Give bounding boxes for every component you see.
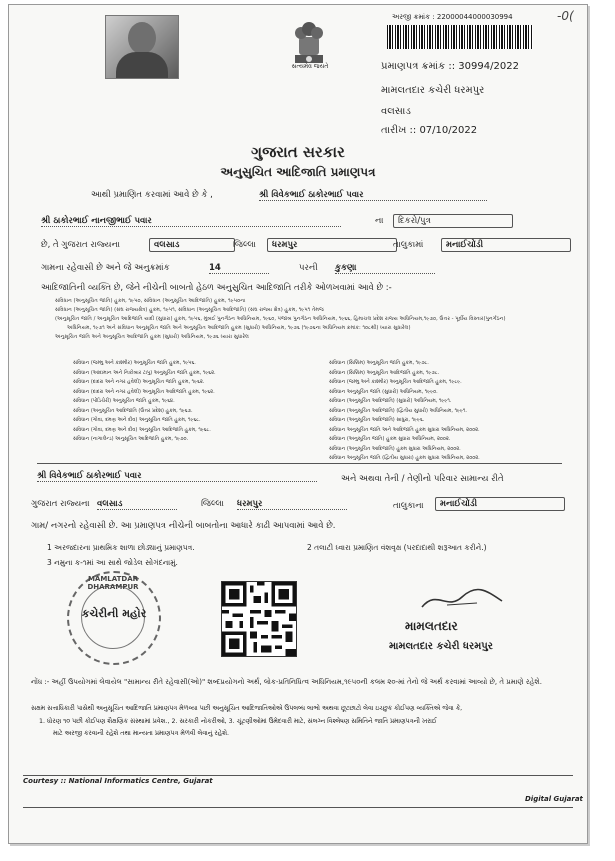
- order-item: સંવિધાન (દાદરા અને નગર હવેલી) અનુસૂચિત આદિજાતિ હુકમ, ૧૯૬૨.: [73, 388, 215, 395]
- usage-line-2: માટે અરજી કરવાની રહેશે તથા માન્યતા પ્રમાણપત્ર મેળવી લેવાનું રહેશે.: [53, 730, 229, 737]
- order-item: સંવિધાન (અનુસૂચિત આદિજાતિ) હુકમ સુધારા અધિનિયમ, ૨૦૦૨.: [329, 445, 461, 452]
- order-item: સંવિધાન (સિક્કિમ) અનુસૂચિત જાતિ હુકમ, ૧૯૭૮.: [329, 360, 429, 366]
- legal-line: અધિનિયમ, ૧૯૭૧ અને સંવિધાન અનુસૂચિત જાતિ અને અનુસૂચિત આદિજાતિ હુકમ (સુધારો) અધિનિયમ, ૧૯૭૬ (૧૯૭૬ના અધિનિયમ ક્રમાંક: ૧૦૮થી) ધ્યારા સુધારેલ): [67, 325, 411, 331]
- footer-bottom-divider: [23, 807, 573, 808]
- barcode: [387, 25, 533, 49]
- order-item: સંવિધાન (નાગાલેન્ડ) અનુસૂચિત આદિજાતિ હુકમ, ૧૯૭૦.: [73, 436, 189, 442]
- certificate-page: [8, 4, 588, 844]
- basis-item: 3 નમુના ક-૧માં આ સાથે જોડેલ સોગંદનામું.: [47, 558, 178, 567]
- relation: દિકરો/પુત્ર: [393, 214, 513, 228]
- issue-date-row: [381, 125, 477, 136]
- signature-icon: [417, 587, 507, 613]
- signatory-title: મામલતદાર: [405, 619, 458, 633]
- order-item: સંવિધાન (અનુસૂચિત આદિજાતિ) (દ્વિતીય સુધારો) અધિનિયમ, ૧૯૯૧.: [329, 407, 468, 414]
- taluka-label: તાલુકામાં: [393, 240, 424, 250]
- legal-line: અનુસૂચિત જાતિ અને અનુસૂચિત આદિજાતિ હુકમ (સુધારો) અધિનિયમ, ૧૯૭૬ ધ્યારા સુધારેલ: [55, 334, 249, 340]
- basis-item: 2 તલાટી ધ્વારા પ્રમાણિત વંશવૃક્ષ (પરદાદાથી શરૂઆત કરીને.): [307, 543, 487, 552]
- tribe-sentence: આદિજાતિની વ્યક્તિ છે, જેને નીચેની બાબતો હેઠળ અનુસુચિત આદિજાતિ તરીકે ઓળખવામાં આવે છે :-: [41, 283, 392, 293]
- seal-center-text: કચેરીની મહોર: [81, 607, 147, 620]
- qr-code-icon: [221, 581, 297, 657]
- order-item: સંવિધાન (સિક્કિમ) અનુસૂચિત આદિજાતિ હુકમ, ૧૯૭૮.: [329, 369, 440, 376]
- legal-line: સંવિધાન (અનુસૂચિત જાતિ) હુકમ, ૧૯૫૦, સંવિધાન (અનુસૂચિત આદિજાતિ) હુકમ, ૧૯૫૦ના: [55, 298, 246, 304]
- government-title: ગુજરાત સરકાર: [251, 143, 345, 161]
- applicant-photo: [105, 15, 179, 79]
- order-item: સંવિધાન (ગોવા, દમણ અને દીવ) અનુસૂચિત જાતિ હુકમ, ૧૯૬૮.: [73, 417, 201, 423]
- issuing-district: વલસાડ: [381, 106, 411, 117]
- resident-line: ગામ/ નગરનો રહેવાસી છે. આ પ્રમાણપત્ર નીચેની બાબતોના આધારે કાઢી આપવામાં આવે છે.: [31, 521, 336, 531]
- usage-intro: સક્ષમ સત્તાધિકારી પાસેથી અનુસૂચિત આદિજાતિ પ્રમાણપત્ર મેળવ્યા પછી અનુસૂચિત આદિજાતિઓએ ઉપલબ્ધ લાભો અથવા છૂટછાટો લેવા ઇચ્છુક કોઈપણ વ્યક્તિએ જેવા કે,: [31, 705, 463, 712]
- father-name: શ્રી ઠાકોરભાઈ નાનજીભાઈ પવાર: [41, 216, 341, 227]
- digital-gujarat-text: Digital Gujarat: [525, 795, 583, 803]
- family-jilla-label: જિલ્લા: [201, 499, 224, 509]
- district-value: વલસાડ: [149, 238, 235, 252]
- family-district: વલસાડ: [97, 499, 177, 510]
- certificate-number-label: પ્રમાણપત્ર ક્રમાંક: [381, 61, 446, 72]
- signatory-office: મામલતદાર કચેરી ધરમપુર: [389, 641, 493, 652]
- family-member-name: શ્રી વિવેકભાઈ ઠાકોરભાઈ પવાર: [37, 471, 317, 482]
- order-item: સંવિધાન અનુસૂચિત જાતિ (સુધારો) અધિનિયમ, ૧૯૯૦.: [329, 388, 438, 395]
- relation-label: ના: [375, 216, 384, 226]
- basis-item: 1 અરજદારના પ્રાથમિક શાળા છોડ્યાનું પ્રમાણપત્ર.: [47, 543, 195, 552]
- order-item: સંવિધાન (અનુસૂચિત જાતિ) હુકમ સુધારા અધિનિયમ, ૨૦૦૨.: [329, 436, 451, 442]
- village-value: મનાઈચોંડી: [441, 238, 571, 252]
- family-village: મનાઈચોંડી: [435, 497, 565, 511]
- parni-label: પરની: [299, 263, 318, 273]
- usage-line-1: 1. ધોરણ ૧૦ પછી કોઈપણ શૈક્ષણિક સંસ્થામાં પ્રવેશ., 2. સરકારી નોકરીઓ, 3. ચૂંટણીઓમાં ઉમેદવારી માટે, સંલગ્ન વિશ્લેષણ સમિતિને જાતિ પ્રમાણપત્રની ખરાઈ: [39, 718, 437, 725]
- family-taluka-label: તાલુકાના: [393, 501, 424, 511]
- order-item: સંવિધાન (અનુસૂચિત આદિજાતિ) (સુધારો) અધિનિયમ, ૧૯૯૧.: [329, 398, 452, 404]
- tribe-name: કુકણા: [335, 263, 435, 274]
- order-item: સંવિધાન (ગોવા, દમણ અને દીવ) અનુસૂચિત આદિજાતિ હુકમ, ૧૯૬૮.: [73, 426, 211, 433]
- note: નોંધ :- અહીં ઉપયોગમાં લેવાયેલ "સામાન્ય રીતે રહેવાસી(ઓ)" શબ્દપ્રયોગનો અર્થ, લોક-પ્રતિનિધિત્વ અધિનિયમ,૧૯૫૦ની કલમ ૨૦-માં તેનો જે અર્થ કરવામાં આવ્યો છે, તે પ્રમાણે રહેશે.: [31, 678, 542, 686]
- state-prefix: છે, તે ગુજરાત રાજ્યના: [41, 240, 120, 250]
- legal-line: સંવિધાન (અનુસૂચિત જાતિ) (સંઘ રાજ્યક્ષેત્ર) હુકમ, ૧૯૫૧, સંવિધાન (અનુસૂચિત આદિજાતિ) (સંઘ રાજ્ય ક્ષેત્ર) હુકમ, ૧૯૫૧ તેમજ: [55, 307, 324, 313]
- certificate-number-row: [381, 61, 519, 72]
- serial-number: 14: [209, 263, 269, 274]
- order-item: સંવિધાન (પોંડિચેરી) અનુસૂચિત જાતિ હુકમ, ૧૯૬૪.: [73, 398, 175, 404]
- order-item: સંવિધાન (અનુસૂચિત આદિજાતિ) સાધુરા, ૧૯૯૬.: [329, 417, 425, 423]
- orders-right-list: [329, 359, 565, 464]
- certify-intro: આથી પ્રમાણિત કરવામાં આવે છે કે ,: [91, 190, 213, 200]
- jilla-label: જિલ્લા: [233, 240, 256, 250]
- certificate-title: અનુસુચિત આદિજાતિ પ્રમાણપત્ર: [220, 165, 376, 179]
- footer-divider: [23, 775, 573, 776]
- order-item: સંવિધાન (અનુસૂચિત આદિજાતિ (ઉત્તર પ્રદેશ) હુકમ, ૧૯૬૭.: [73, 407, 193, 414]
- emblem-caption: સત્યમેવ જયતે: [291, 63, 329, 70]
- order-item: સંવિધાન અનુસૂચિત જાતિ (દ્વિતીય સુધારા) હુકમ સુધારા અધિનિયમ, ૨૦૦૨.: [329, 455, 480, 461]
- seal-ring-text: MAMLATDAR DHARAMPUR: [87, 575, 139, 591]
- family-state: ગુજરાત રાજ્યના: [31, 499, 90, 509]
- certificate-number-separator: ::: [448, 61, 456, 72]
- applicant-name: શ્રી વિવેકભાઈ ઠાકોરભાઈ પવાર: [259, 190, 487, 201]
- application-number: અરજી ક્રમાંક : 22000044000030994: [392, 13, 513, 21]
- order-item: સંવિધાન (આંદામાન અને નિકોબાર ટાપુ) અનુસૂચિત જાતિ હુકમ, ૧૯૬૨.: [73, 369, 216, 376]
- order-item: સંવિધાન અનુસૂચિત જાતિ અને આદિજાતિ હુકમ સુધારા અધિનિયમ, ૨૦૦૨.: [329, 426, 480, 433]
- certificate-number: 30994/2022: [458, 61, 519, 72]
- legal-line: (અનુસૂચિત જાતિ / અનુસૂચિત આદિજાતિ યાદી (સુધારા) હુકમ, ૧૯૫૬, મુંબઈ પુનર્ગઠન અધિનિયમ, ૧૯૬૦, પંજાબ પુનર્ગઠન અધિનિયમ, ૧૯૬૬, હિમાચલ પ્રદેશ રાજ્ય અધિનિયમ,૧૯૭૦, ઉત્તર - પૂર્વીય વિસ્તાર(પુનર્ગઠન): [55, 316, 506, 322]
- order-item: સંવિધાન (દાદરા અને નગર હવેલી) અનુસૂચિત જાતિ હુકમ, ૧૯૬૨.: [73, 379, 205, 385]
- ashoka-emblem-icon: [287, 15, 331, 67]
- resident-prefix: ગામના રહેવાસી છે અને જે અનુક્રમાંક: [41, 263, 170, 273]
- orders-left-list: [73, 359, 303, 445]
- courtesy-text: Courtesy :: National Informatics Centre, Gujarat: [23, 777, 213, 785]
- family-taluka: ધરમપુર: [237, 499, 347, 510]
- issue-date: 07/10/2022: [419, 125, 478, 136]
- order-item: સંવિધાન (જમ્મુ અને કાશ્મીર) અનુસૂચિત આદિજાતિ હુકમ, ૧૯૮૯.: [329, 379, 462, 385]
- office-seal: [67, 571, 161, 665]
- divider: [37, 463, 562, 464]
- family-tail: અને અથવા તેની / તેણીનો પરિવાર સામાન્ય રીતે: [341, 474, 504, 484]
- legal-references: [55, 297, 555, 342]
- taluka-value: ધરમપુર: [267, 238, 397, 252]
- order-item: સંવિધાન (જમ્મુ અને કાશ્મીર) અનુસૂચિત જાતિ હુકમ, ૧૯૫૬.: [73, 360, 196, 366]
- issue-date-label: તારીખ ::: [381, 125, 417, 136]
- handwritten-mark: -0(: [557, 9, 574, 23]
- issuing-office: મામલતદાર કચેરી ધરમપુર: [381, 85, 485, 96]
